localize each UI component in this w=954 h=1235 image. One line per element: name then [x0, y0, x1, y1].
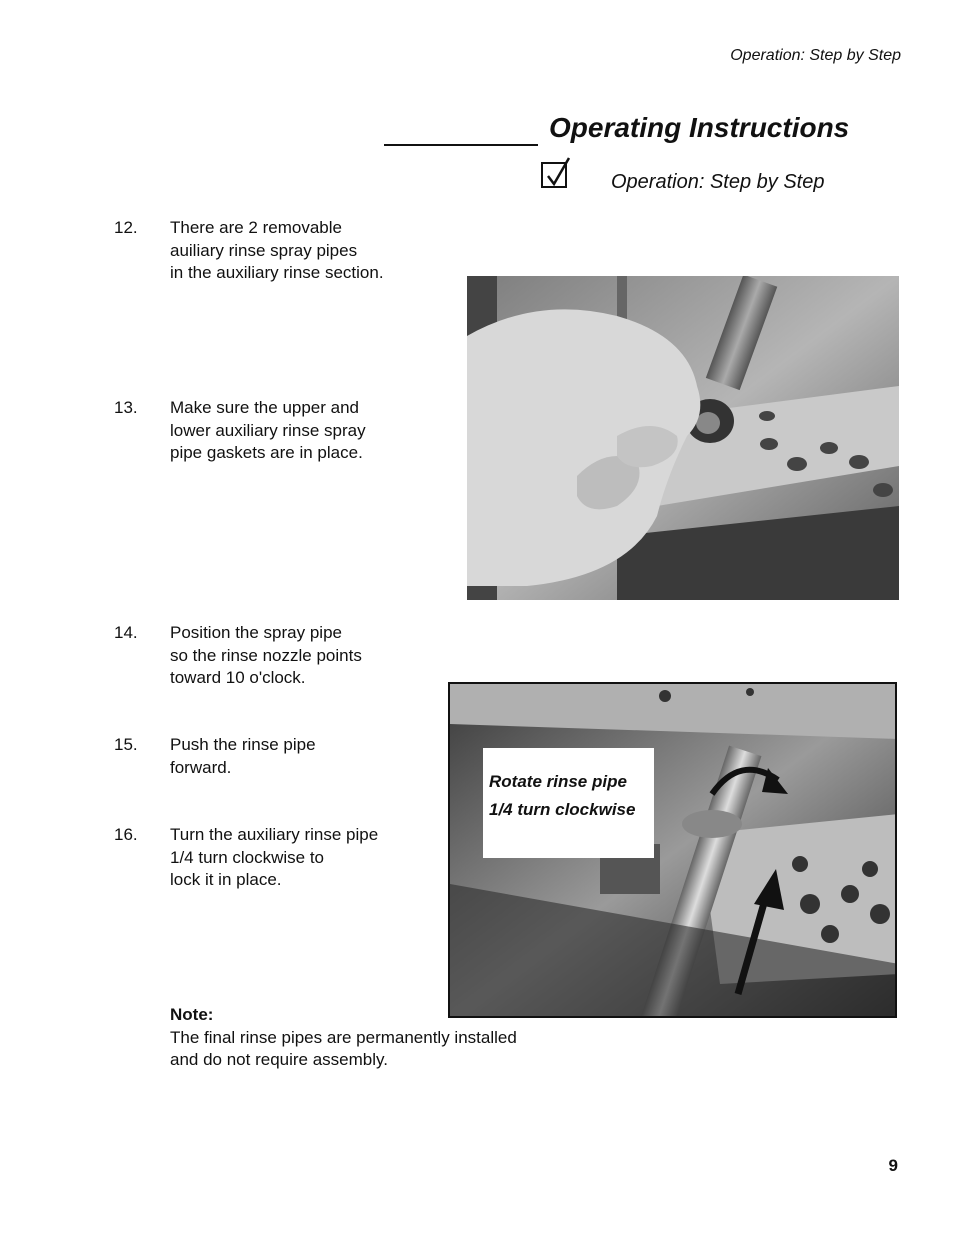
step-number: 15. — [114, 735, 138, 754]
page-title: Operating Instructions — [549, 112, 850, 143]
step-text: Push the rinse pipe forward. — [170, 735, 316, 777]
note-line-1: The final rinse pipes are permanently installed — [170, 1027, 517, 1047]
page-number: 9 — [888, 1156, 898, 1175]
note-label: Note: — [170, 1005, 214, 1024]
checked-box-icon — [541, 162, 567, 188]
step-text: Make sure the upper and lower auxiliary rinse spray pipe gaskets are in place. — [170, 398, 366, 462]
step-number: 13. — [114, 398, 138, 417]
photo-callout — [483, 748, 654, 858]
photo-illustration — [467, 276, 899, 600]
running-header: Operation: Step by Step — [730, 47, 901, 64]
note-line-2: and do not require assembly. — [170, 1050, 388, 1069]
photo-pipe-gasket — [467, 276, 899, 600]
step-text: Position the spray pipe so the rinse nozzle points toward 10 o'clock. — [170, 623, 362, 687]
checkmark-icon — [541, 154, 575, 188]
step-number: 12. — [114, 218, 138, 237]
step-number: 16. — [114, 825, 138, 844]
step-number: 14. — [114, 623, 138, 642]
step-text: Turn the auxiliary rinse pipe 1/4 turn clockwise to lock it in place. — [170, 825, 379, 889]
title-rule — [384, 144, 538, 146]
callout-line-2: 1/4 turn clockwise — [489, 800, 636, 819]
callout-line-1: Rotate rinse pipe — [489, 772, 627, 791]
note — [170, 1004, 517, 1072]
photo-rotate-pipe — [448, 682, 897, 1018]
step-text: There are 2 removable auiliary rinse spray pipes in the auxiliary rinse section. — [170, 218, 384, 282]
section-subtitle: Operation: Step by Step — [611, 171, 825, 193]
